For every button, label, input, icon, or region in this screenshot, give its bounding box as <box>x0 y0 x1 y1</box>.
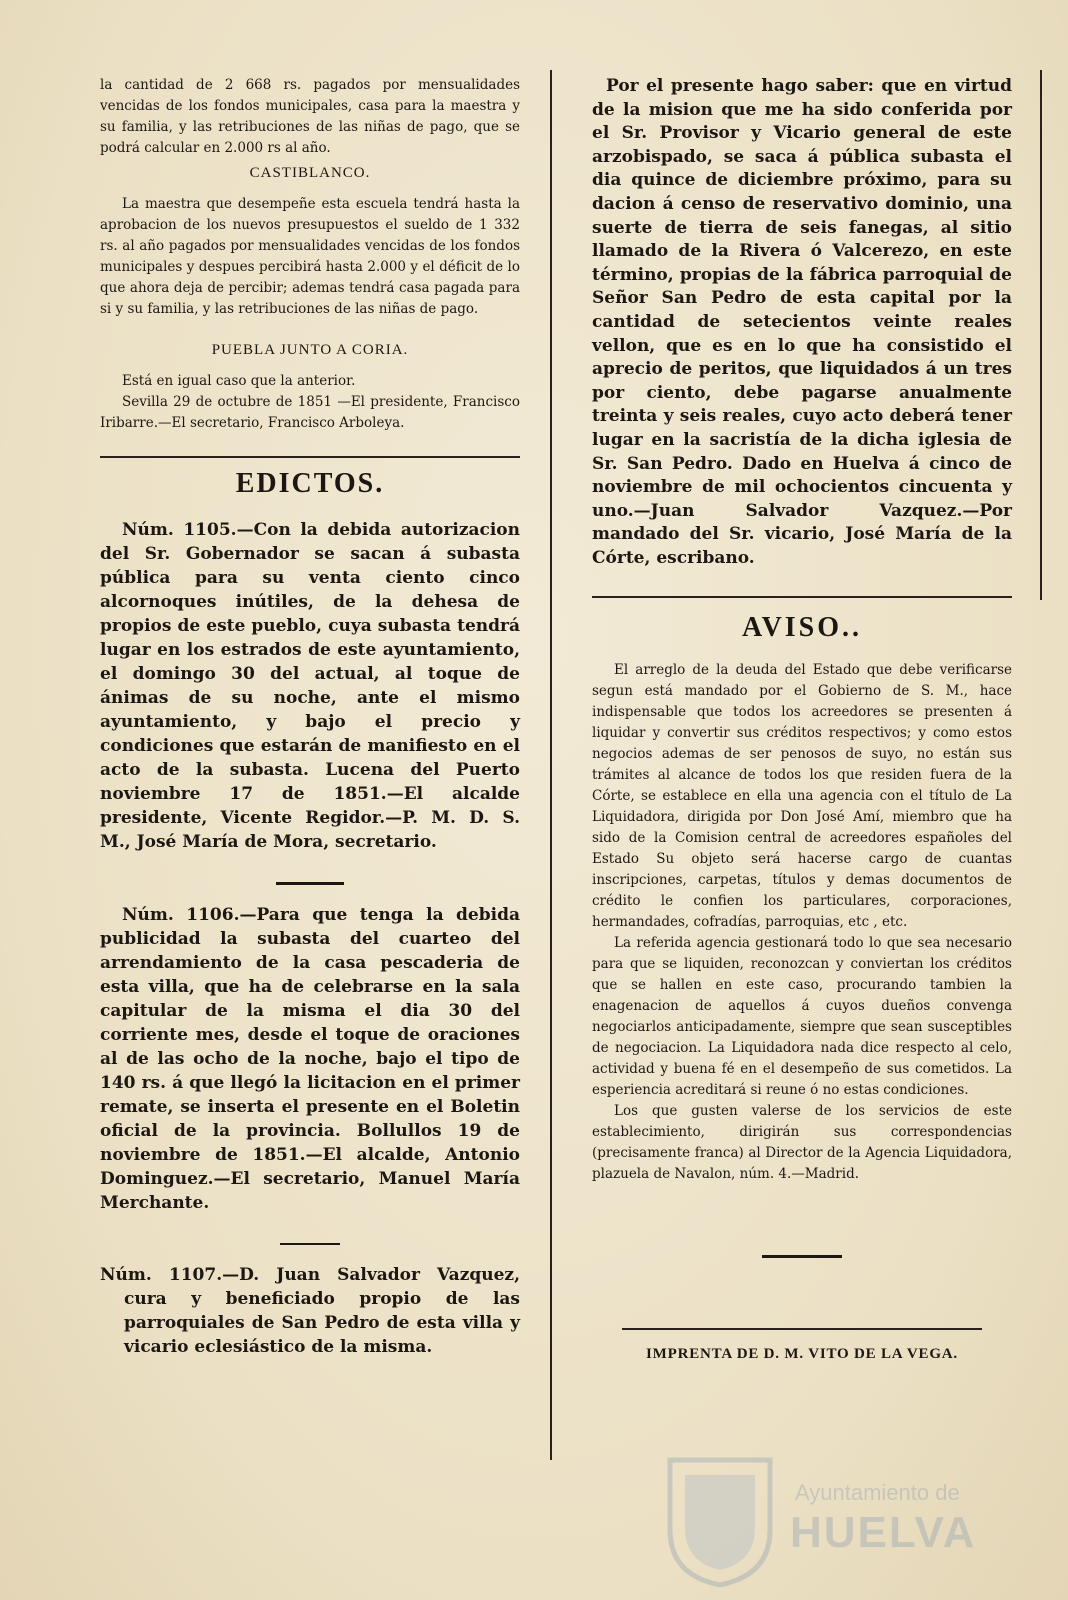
edictos-heading: EDICTOS. <box>235 468 385 499</box>
separator-dash <box>280 1243 340 1245</box>
right-border-rule <box>1040 70 1042 600</box>
aviso-heading: AVISO.. <box>741 612 863 644</box>
castiblanco-title: CASTIBLANCO. <box>249 165 371 181</box>
aviso-body <box>592 660 1012 1185</box>
castiblanco-paragraph: La maestra que desempeñe esta escuela tendrá hasta la aprobacion de los nuevos presupuestos el sueldo de 1 332 rs. al año pagados por mensualidades vencidas de los fondos municipales y despues percibirá hasta 2.000 y el déficit de lo que ahora deja de percibir; ademas tendrá casa pagada para si y su familia, y las retribuciones de las niñas de pago. <box>100 196 520 317</box>
aviso-paragraph: La referida agencia gestionará todo lo que sea necesario para que se liquiden, reconozcan y conviertan los créditos que se hallen en este caso, procurando tambien la enagenacion de aquellos á cuyos dueños convenga negociarlos anticipadamente, siempre que sean susceptibles de negociacion. La Liquidadora nada dice respecto al celo, actividad y buena fé en el desempeño de sus cometidos. La esperiencia acreditará si reune ó no estas condiciones. <box>592 935 1012 1099</box>
watermark-line1: Ayuntamiento de <box>795 1480 960 1505</box>
section-rule <box>100 456 520 458</box>
puebla-title: PUEBLA JUNTO A CORIA. <box>211 342 409 358</box>
right-column <box>592 75 1012 1363</box>
left-column <box>100 75 520 1359</box>
footer-rule <box>622 1328 982 1330</box>
watermark <box>640 1440 1000 1590</box>
separator-dash <box>762 1255 842 1258</box>
imprenta-footer: IMPRENTA DE D. M. VITO DE LA VEGA. <box>646 1346 958 1363</box>
puebla-signature: Sevilla 29 de octubre de 1851 —El presidente, Francisco Iribarre.—El secretario, Francisco Arboleya. <box>100 394 520 431</box>
section-rule <box>592 596 1012 598</box>
edicto-1107-continuation: Por el presente hago saber: que en virtud de la mision que me ha sido conferida por el Sr. Provisor y Vicario general de este arzobispado, se saca á pública subasta el dia quince de diciembre próximo, para su dacion á censo de reservativo dominio, una suerte de tierra de seis fanegas, al sitio llamado de la Rivera ó Valcerezo, en este término, propias de la fábrica parroquial de Señor San Pedro de esta capital por la cantidad de setecientos veinte reales vellon, que es en lo que ha consistido el aprecio de peritos, que liquidados á un tres por ciento, debe pagarse anualmente treinta y seis reales, cuyo acto deberá tener lugar en la sacristía de la dicha iglesia de Sr. San Pedro. Dado en Huelva á cinco de noviembre de mil ochocientos cincuenta y uno.—Juan Salvador Vazquez.—Por mandado del Sr. vicario, José María de la Córte, escribano. <box>592 76 1012 568</box>
column-divider <box>550 70 552 1460</box>
edicto-1107: Núm. 1107.—D. Juan Salvador Vazquez, cura y beneficiado propio de las parroquiales de San Pedro de esta villa y vicario eclesiástico de la misma. <box>100 1265 520 1357</box>
aviso-paragraph: Los que gusten valerse de los servicios de este establecimiento, dirigirán sus correspondencias (precisamente franca) al Director de la Agencia Liquidadora, plazuela de Navalon, núm. 4.—Madrid. <box>592 1103 1012 1183</box>
separator-dash <box>276 882 344 885</box>
intro-paragraph: la cantidad de 2 668 rs. pagados por mensualidades vencidas de los fondos municipales, casa para la maestra y su familia, y las retribuciones de las niñas de pago, que se podrá calcular en 2.000 rs al año. <box>100 77 520 156</box>
watermark-line2: HUELVA <box>790 1508 977 1557</box>
edicto-1105: Núm. 1105.—Con la debida autorizacion del Sr. Gobernador se sacan á subasta pública para su venta ciento cinco alcornoques inútiles, de la dehesa de propios de este pueblo, cuya subasta tendrá lugar en los estrados de este ayuntamiento, el domingo 30 del actual, al toque de ánimas de su noche, ante el mismo ayuntamiento, y bajo el precio y condiciones que estarán de manifiesto en el acto de la subasta. Lucena del Puerto noviembre 17 de 1851.—El alcalde presidente, Vicente Regidor.—P. M. D. S. M., José María de Mora, secretario. <box>100 520 520 852</box>
aviso-paragraph: El arreglo de la deuda del Estado que debe verificarse segun está mandado por el Gobierno de S. M., hace indispensable que todos los acreedores se presenten á liquidar y convertir sus créditos respectivos; y como estos negocios ademas de ser penosos de suyo, no están sus trámites al alcance de todos los que residen fuera de la Córte, se establece en ella una agencia con el título de La Liquidadora, dirigida por Don José Amí, miembro que ha sido de la Comision central de acreedores españoles del Estado Su objeto será hacerse cargo de cuantas inscripciones, carpetas, títulos y demas documentos de crédito le confien los particulares, corporaciones, hermandades, cofradías, parroquias, etc , etc. <box>592 662 1012 931</box>
city-shield-icon <box>660 1450 780 1590</box>
edicto-1106: Núm. 1106.—Para que tenga la debida publicidad la subasta del cuarteo del arrendamiento de la casa pescaderia de esta villa, que ha de celebrarse en la sala capitular de la misma el dia 30 del corriente mes, desde el toque de oraciones al de las ocho de la noche, bajo el tipo de 140 rs. á que llegó la licitacion en el primer remate, se inserta el presente en el Boletin oficial de la provincia. Bollullos 19 de noviembre de 1851.—El alcalde, Antonio Dominguez.—El secretario, Manuel María Merchante. <box>100 905 520 1213</box>
puebla-paragraph: Está en igual caso que la anterior. Sevilla 29 de octubre de 1851 —El presidente, Francisco Iribarre.—El secretario, Francisco Arboleya. <box>100 371 520 434</box>
